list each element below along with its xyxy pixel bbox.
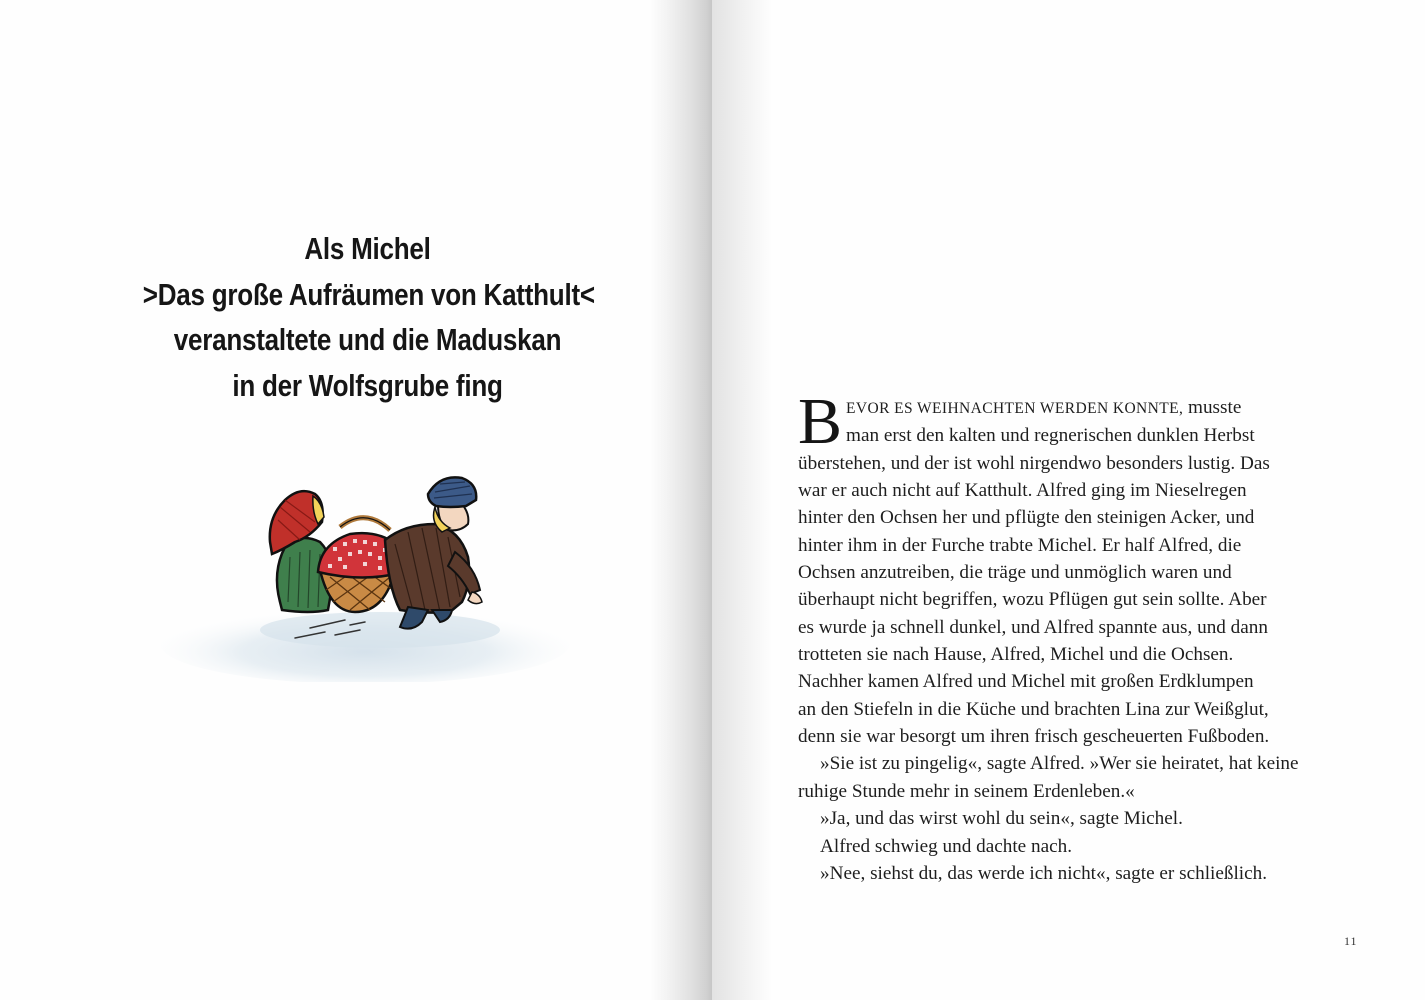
text-line: hinter den Ochsen her und pflügte den steinigen Acker, und xyxy=(798,507,1255,529)
chapter-illustration xyxy=(150,462,570,682)
paragraph xyxy=(798,833,1318,860)
paragraph xyxy=(798,860,1318,887)
paragraph xyxy=(798,805,1318,832)
paragraph xyxy=(798,750,1318,805)
text-line: an den Stiefeln in die Küche und brachten Lina zur Weißglut, xyxy=(798,698,1269,720)
text-line: es wurde ja schnell dunkel, und Alfred spannte aus, und dann xyxy=(798,616,1268,638)
text-line: EVOR ES WEIHNACHTEN WERDEN KONNTE, musste xyxy=(846,397,1242,418)
chapter-title xyxy=(100,226,635,408)
drop-cap: B xyxy=(798,385,843,458)
text-line: Ochsen anzutreiben, die träge und unmöglich waren und xyxy=(798,562,1232,584)
text-line: überstehen, und der ist wohl nirgendwo besonders lustig. Das xyxy=(798,452,1270,474)
text-line: »Sie ist zu pingelig«, sagte Alfred. »Wer sie heiratet, hat keine xyxy=(820,753,1299,775)
text-line: ruhige Stunde mehr in seinem Erdenleben.« xyxy=(798,780,1135,802)
text-line: hinter ihm in der Furche trabte Michel. Er half Alfred, die xyxy=(798,534,1242,556)
text-line: war er auch nicht auf Katthult. Alfred ging im Nieselregen xyxy=(798,480,1247,502)
left-page xyxy=(0,0,712,1000)
text-line: »Ja, und das wirst wohl du sein«, sagte Michel. xyxy=(820,808,1183,830)
text-line: überhaupt nicht begriffen, wozu Pflügen gut sein sollte. Aber xyxy=(798,589,1267,611)
text-line: trotteten sie nach Hause, Alfred, Michel und die Ochsen. xyxy=(798,644,1234,666)
chapter-title-line: Als Michel xyxy=(304,231,431,266)
text-line: »Nee, siehst du, das werde ich nicht«, sagte er schließlich. xyxy=(820,862,1268,884)
text-line: Nachher kamen Alfred und Michel mit großen Erdklumpen xyxy=(798,671,1254,693)
children-with-basket-illustration xyxy=(150,462,570,682)
chapter-body-text xyxy=(798,385,1318,887)
text-line: denn sie war besorgt um ihren frisch gescheuerten Fußboden. xyxy=(798,726,1270,748)
gutter-shadow-left xyxy=(650,0,712,1000)
chapter-title-line: in der Wolfsgrube fing xyxy=(232,367,503,403)
chapter-title-line: >Das große Aufräumen von Katthult< xyxy=(142,276,595,312)
opening-smallcaps: EVOR ES WEIHNACHTEN WERDEN KONNTE, xyxy=(846,400,1184,417)
text-line: man erst den kalten und regnerischen dunklen Herbst xyxy=(846,425,1255,447)
gutter-shadow-right xyxy=(712,0,772,1000)
chapter-title-line: veranstaltete und die Maduskan xyxy=(173,322,562,357)
paragraph xyxy=(798,385,1318,750)
text-line: Alfred schwieg und dachte nach. xyxy=(820,835,1073,857)
page-number: 11 xyxy=(1344,934,1358,948)
